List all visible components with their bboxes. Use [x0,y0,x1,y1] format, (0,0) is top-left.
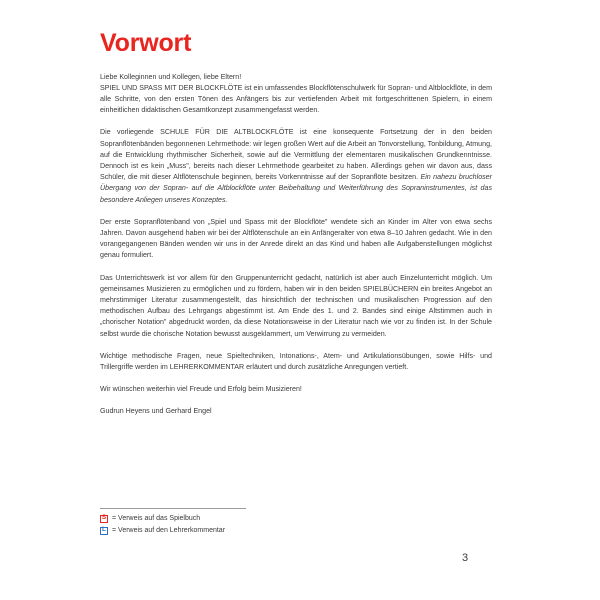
paragraph-2-text: Die vorliegende SCHULE FÜR DIE ALTBLOCKFLÖTE ist eine konsequente Fortsetzung der in den beiden Sopranflötenbänden begonnenen Lehrmethode: wir legen großen Wert auf die Arbeit an Tonvorstellung, Tonbildung, Atmung, auf die Entwicklung rhythmischer Sicherheit, sowie auf die Vermittlung der elementaren musikalischen Grundkenntnisse. Dennoch ist es kein „Muss", bereits nach dieser Lehrmethode gearbeitet zu haben. Allerdings gehen wir davon aus, dass Schüler, die mit dieser Altflötenschule beginnen, bereits Vorkenntnisse auf der Sopranflöte besitzen. [100,128,492,182]
salutation-line: Liebe Kolleginnen und Kollegen, liebe Eltern! [100,72,242,81]
footnote-item-lehrerkommentar [100,526,360,535]
signature-line: Gudrun Heyens und Gerhard Engel [100,407,212,416]
paragraph-5: Wichtige methodische Fragen, neue Spieltechniken, Intonations-, Atem- und Artikulationsübungen, sowie Hilfs- und Trillergriffe werden im LEHRERKOMMENTAR erläutert und durch zusätzliche Anregungen vertieft. [100,351,492,371]
footnote-label-spielbuch: = Verweis auf das Spielbuch [112,515,201,522]
spielbuch-badge-icon: S [101,514,107,522]
footnote-item-spielbuch [100,514,360,523]
paragraph-4: Das Unterrichtswerk ist vor allem für den Gruppenunterricht gedacht, natürlich ist aber auch Einzelunterricht möglich. Um gemeinsames Musizieren zu ermöglichen und zu fördern, haben wir in den beiden SPIELBÜCHERN ein breites Angebot an mehrstimmiger Literatur zusammengestellt, das hinsichtlich der technischen und musikalischen Progression auf den methodischen Aufbau des Lehrgangs abgestimmt ist. Am Ende des 1. und 2. Bandes sind einige Altstimmen auch in „chorischer Notation" abgedruckt worden, da diese Notationsweise in der Literatur nach wie vor zu finden ist. In der Schule selbst wurde die chorische Notation bewusst ausgeklammert, um Verwirrung zu vermeiden. [100,273,492,338]
document-body [100,30,492,418]
paragraph-1: SPIEL UND SPASS MIT DER BLOCKFLÖTE ist ein umfassendes Blockflötenschulwerk für Sopran- und Altblockflöte, in dem alle Schritte, von den ersten Tönen des Anfängers bis zur vertiefenden Arbeit mit fortgeschrittenen Spielern, in einem einheitlichen didaktischen Gesamtkonzept zusammengefasst werden. [100,83,492,115]
footnote-divider [100,508,246,509]
page-title: Vorwort [100,29,192,57]
paragraph-3: Der erste Sopranflötenband von „Spiel und Spass mit der Blockflöte" wendete sich an Kinder im Alter von etwa sechs Jahren. Davon ausgehend haben wir bei der Altflötenschule an ein Anfängeralter von etwa 8–10 Jahren gedacht. Wie in den vorangegangenen Bänden wenden wir uns in der Anrede direkt an das Kind und haben alle Aufgabenstellungen möglichst genau formuliert. [100,217,492,260]
footnote-label-lehrerkommentar: = Verweis auf den Lehrerkommentar [112,527,226,534]
paragraph-2 [100,127,492,205]
footnote-legend [100,508,360,538]
page-number: 3 [462,552,469,564]
paragraph-2-emphasis: Ein nahezu bruchloser Übergang von der Sopran- auf die Altblockflöte unter Beibehaltung und Weiterführung des Sopraninstrumentes, ist das besondere Anliegen unseres Konzeptes. [100,173,492,204]
lehrerkommentar-badge-icon: L [100,527,108,535]
paragraph-6: Wir wünschen weiterhin viel Freude und Erfolg beim Musizieren! [100,385,302,394]
